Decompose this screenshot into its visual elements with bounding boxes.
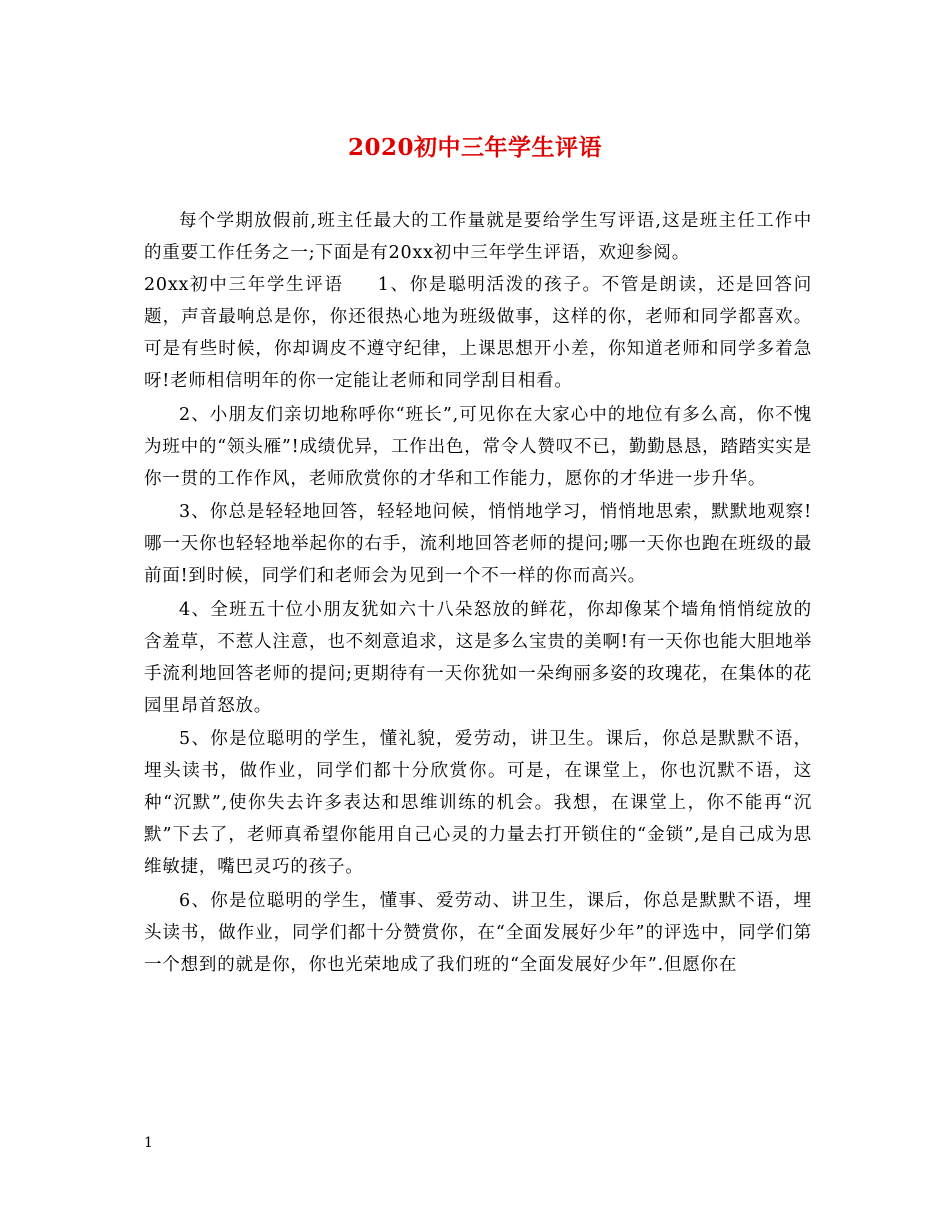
document-body <box>144 205 812 982</box>
comment-paragraph-1 <box>144 269 812 397</box>
comment-paragraph-4: 4、全班五十位小朋友犹如六十八朵怒放的鲜花，你却像某个墙角悄悄绽放的含羞草，不惹人注意，也不刻意追求，这是多么宝贵的美啊!有一天你也能大胆地举手流利地回答老师的提问;更期待有一天你犹如一朵绚丽多姿的玫瑰花，在集体的花园里昂首怒放。 <box>144 599 812 716</box>
comment-paragraph-3: 3、你总是轻轻地回答，轻轻地问候，悄悄地学习，悄悄地思索，默默地观察!哪一天你也轻轻地举起你的右手，流利地回答老师的提问;哪一天你也跑在班级的最前面!到时候，同学们和老师会为见到一个不一样的你而高兴。 <box>144 502 812 586</box>
document-title: 2020初中三年学生评语 <box>347 134 602 161</box>
comment-paragraph-2: 2、小朋友们亲切地称呼你“班长”,可见你在大家心中的地位有多么高，你不愧为班中的“领头雁”!成绩优异，工作出色，常令人赞叹不已，勤勤恳恳，踏踏实实是你一贯的工作作风，老师欣赏你的才华和工作能力，愿你的才华进一步升华。 <box>144 404 812 489</box>
comment-paragraph-6: 6、你是位聪明的学生，懂事、爱劳动、讲卫生，课后，你总是默默不语，埋头读书，做作业，同学们都十分赞赏你，在“全面发展好少年”的评选中，同学们第一个想到的就是你，你也光荣地成了我们班的“全面发展好少年”.但愿你在 <box>144 890 812 975</box>
section-heading: 20xx初中三年学生评语 <box>144 275 344 295</box>
comment-1-text: 1、你是聪明活泼的孩子。不管是朗读，还是回答问题，声音最响总是你，你还很热心地为班级做事，这样的你，老师和同学都喜欢。可是有些时候，你却调皮不遵守纪律，上课思想开小差，你知道老师和同学多着急呀!老师相信明年的你一定能让老师和同学刮目相看。 <box>144 275 812 391</box>
intro-paragraph: 每个学期放假前,班主任最大的工作量就是要给学生写评语,这是班主任工作中的重要工作任务之一;下面是有20xx初中三年学生评语，欢迎参阅。 <box>144 211 812 263</box>
comment-paragraph-5: 5、你是位聪明的学生，懂礼貌，爱劳动，讲卫生。课后，你总是默默不语，埋头读书，做作业，同学们都十分欣赏你。可是，在课堂上，你也沉默不语，这种“沉默”,使你失去许多表达和思维训练的机会。我想，在课堂上，你不能再“沉默”下去了，老师真希望你能用自己心灵的力量去打开锁住的“金锁”,是自己成为思维敏捷，嘴巴灵巧的孩子。 <box>144 729 812 877</box>
page-number: 1 <box>144 1135 153 1151</box>
